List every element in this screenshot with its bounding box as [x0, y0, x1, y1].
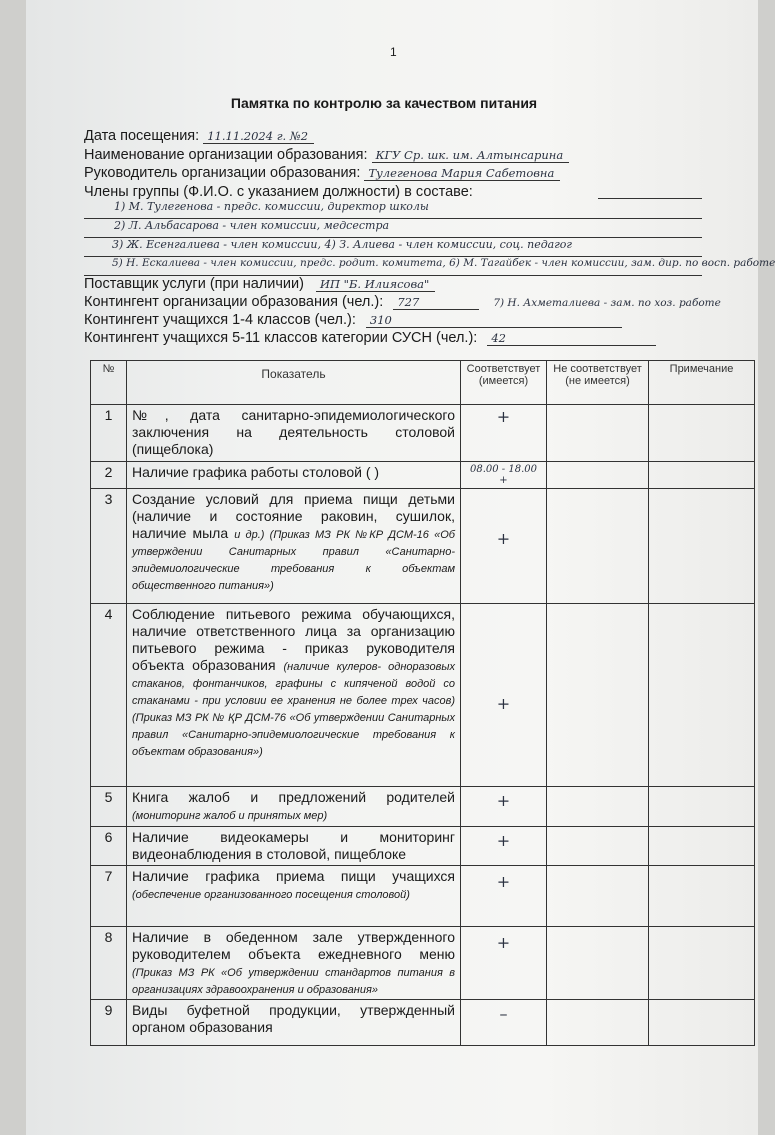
row-note — [649, 787, 755, 827]
indicator-main-text: Наличие графика приема пищи учащихся — [132, 868, 455, 884]
members-label-line — [84, 184, 702, 200]
member-row: 1) М. Тулегенова - предс. комиссии, директор школы — [84, 200, 702, 219]
indicator-sub-text: (наличие кулеров- одноразовых стаканов, фонтанчиков, графины с кипяченой водой со стаканами - при условии ее хранения не более трех часов) (Приказ МЗ РК № ҚР ДСМ-76 «Об утверждении Санитарных правил «Санитарно-эпидемиологические требования к объектам образования») — [132, 661, 455, 758]
row-indicator — [127, 927, 461, 1000]
row-noncompliant-mark — [547, 827, 649, 866]
org-name-label: Наименование организации образования: — [84, 147, 368, 163]
row-number: 4 — [91, 604, 127, 787]
document-title: Памятка по контролю за качеством питания — [230, 95, 538, 111]
grades-1-4-value: 310 — [366, 313, 622, 328]
indicator-sub-text: (мониторинг жалоб и принятых мер) — [132, 810, 328, 822]
row-note — [649, 604, 755, 787]
row-noncompliant-mark — [547, 489, 649, 604]
indicator-sub-text: (обеспечение организованного посещения столовой) — [132, 889, 410, 901]
checklist-table — [90, 360, 755, 1046]
grades-1-4-line — [84, 312, 622, 328]
row-noncompliant-mark — [547, 462, 649, 489]
row-indicator — [127, 462, 461, 489]
row-indicator — [127, 405, 461, 462]
indicator-sub-text: (Приказ МЗ РК «Об утверждении стандартов питания в организациях здравоохранения и образования» — [132, 967, 455, 996]
row-number: 2 — [91, 462, 127, 489]
column-header-note: Примечание — [649, 361, 755, 405]
org-head-line — [84, 165, 560, 181]
row-noncompliant-mark — [547, 1000, 649, 1046]
contingent-note: 7) Н. Ахметалиева - зам. по хоз. работе — [493, 297, 721, 309]
table-row — [91, 1000, 755, 1046]
table-row — [91, 405, 755, 462]
indicator-main-text: Книга жалоб и предложений родителей — [132, 789, 455, 805]
members-fill-line — [598, 198, 702, 199]
table-header-row — [91, 361, 755, 405]
row-note — [649, 1000, 755, 1046]
row-noncompliant-mark — [547, 927, 649, 1000]
column-header-noncompliant: Не соответствует (не имеется) — [547, 361, 649, 405]
row-indicator — [127, 827, 461, 866]
indicator-main-text: Виды буфетной продукции, утвержденный органом образования — [132, 1002, 455, 1035]
member-row: 3) Ж. Есенгалиева - член комиссии, 4) З. Алиева - член комиссии, соц. педагог — [84, 238, 702, 257]
row-note — [649, 827, 755, 866]
table-row — [91, 462, 755, 489]
row-noncompliant-mark — [547, 405, 649, 462]
org-name-line — [84, 147, 569, 163]
row-note — [649, 462, 755, 489]
row-number: 6 — [91, 827, 127, 866]
row-indicator — [127, 1000, 461, 1046]
grades-5-11-line — [84, 330, 656, 346]
row-number: 1 — [91, 405, 127, 462]
row-compliant-mark: + — [461, 405, 547, 462]
org-head-label: Руководитель организации образования: — [84, 165, 361, 181]
row-compliant-mark: + — [461, 827, 547, 866]
supplier-value: ИП "Б. Илиясова" — [316, 277, 435, 292]
row-number: 7 — [91, 866, 127, 927]
row-noncompliant-mark — [547, 604, 649, 787]
row-noncompliant-mark — [547, 787, 649, 827]
row-indicator — [127, 489, 461, 604]
grades-1-4-label: Контингент учащихся 1-4 классов (чел.): — [84, 312, 356, 328]
contingent-value: 727 — [393, 295, 479, 310]
row-compliant-mark: + — [461, 604, 547, 787]
grades-5-11-label: Контингент учащихся 5-11 классов категории СУСН (чел.): — [84, 330, 478, 346]
grades-5-11-value: 42 — [487, 331, 656, 346]
column-header-number: № — [91, 361, 127, 405]
table-row — [91, 489, 755, 604]
row-compliant-mark: + — [461, 787, 547, 827]
row-indicator — [127, 787, 461, 827]
supplier-label: Поставщик услуги (при наличии) — [84, 276, 304, 292]
table-row — [91, 604, 755, 787]
column-header-indicator: Показатель — [127, 361, 461, 405]
row-number: 8 — [91, 927, 127, 1000]
member-row: 2) Л. Альбасарова - член комиссии, медсестра — [84, 219, 702, 238]
row-compliant-mark: + — [461, 927, 547, 1000]
supplier-line — [84, 276, 435, 292]
visit-date-label: Дата посещения: — [84, 128, 200, 144]
indicator-main-text: №, дата санитарно-эпидемиологического заключения на деятельность столовой (пищеблока) — [132, 407, 455, 457]
org-name-value: КГУ Ср. шк. им. Алтынсарина — [372, 148, 570, 163]
row-compliant-mark: + — [461, 489, 547, 604]
indicator-main-text: Создание условий для приема пищи детьми (наличие и состояние раковин, сушилок, наличие мыла — [132, 491, 455, 541]
row-note — [649, 489, 755, 604]
row-note — [649, 927, 755, 1000]
indicator-main-text: Наличие графика работы столовой ( ) — [132, 464, 380, 480]
visit-date-value: 11.11.2024 г. №2 — [203, 129, 314, 144]
members-label: Члены группы (Ф.И.О. с указанием должности) в составе: — [84, 184, 473, 200]
member-row: 5) Н. Ескалиева - член комиссии, предс. родит. комитета, 6) М. Тагайбек - член комиссии, зам. дир. по восп. работе — [84, 257, 702, 276]
table-row — [91, 927, 755, 1000]
contingent-label: Контингент организации образования (чел.): — [84, 294, 384, 310]
row-number: 9 — [91, 1000, 127, 1046]
table-row — [91, 866, 755, 927]
row-indicator — [127, 604, 461, 787]
row-noncompliant-mark — [547, 866, 649, 927]
row-compliant-mark: – — [461, 1000, 547, 1046]
row-number: 3 — [91, 489, 127, 604]
row-note — [649, 405, 755, 462]
org-head-value: Тулегенова Мария Сабетовна — [364, 166, 560, 181]
indicator-sub-text: и др.) (Приказ МЗ РК №КР ДСМ-16 «Об утверждении Санитарных правил «Санитарно-эпидемиологические требования к объектам общественного питания») — [132, 529, 455, 592]
table-row — [91, 787, 755, 827]
page-number: 1 — [390, 45, 397, 59]
visit-date-line — [84, 128, 314, 144]
column-header-compliant: Соответствует (имеется) — [461, 361, 547, 405]
row-compliant-mark: + — [461, 866, 547, 927]
indicator-main-text: Наличие в обеденном зале утвержденного руководителем объекта ежедневного меню — [132, 929, 455, 962]
contingent-line — [84, 294, 727, 310]
row-number: 5 — [91, 787, 127, 827]
table-row — [91, 827, 755, 866]
row-indicator — [127, 866, 461, 927]
row-note — [649, 866, 755, 927]
row-compliant-mark: 08.00 - 18.00 + — [461, 462, 547, 489]
indicator-main-text: Соблюдение питьевого режима обучающихся, наличие ответственного лица за организацию питьевого режима - приказ руководителя объекта образования — [132, 606, 455, 673]
indicator-main-text: Наличие видеокамеры и мониторинг видеонаблюдения в столовой, пищеблоке — [132, 829, 455, 862]
